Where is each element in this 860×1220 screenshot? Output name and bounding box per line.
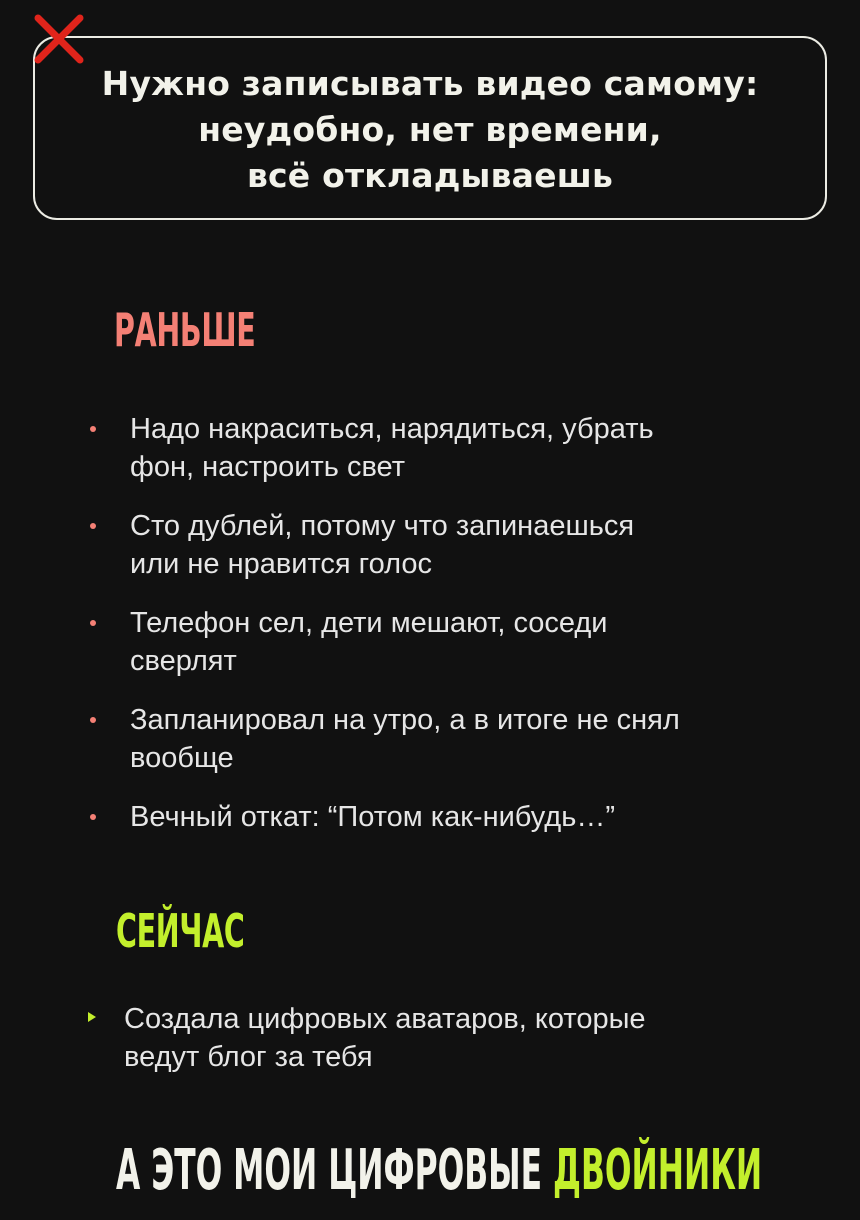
list-item xyxy=(88,604,788,680)
dot-bullet-icon xyxy=(90,717,96,723)
footer-title-accent: ДВОЙНИКИ xyxy=(553,1138,763,1203)
list-item-text: Создала цифровых аватаров, которые ведут блог за тебя xyxy=(124,1003,646,1073)
list-item xyxy=(88,701,788,777)
dot-bullet-icon xyxy=(90,814,96,820)
before-heading: РАНЬШЕ xyxy=(114,303,256,357)
dot-bullet-icon xyxy=(90,426,96,432)
dot-bullet-icon xyxy=(90,620,96,626)
list-item xyxy=(88,798,788,836)
now-heading: СЕЙЧАС xyxy=(116,904,245,958)
triangle-bullet-icon xyxy=(88,1012,96,1022)
list-item xyxy=(88,410,788,486)
problem-text: Нужно записывать видео самому: неудобно, нет времени, всё откладываешь xyxy=(101,64,759,195)
list-item-text: Надо накраситься, нарядиться, убрать фон, настроить свет xyxy=(130,413,654,483)
list-item xyxy=(86,1000,786,1076)
problem-callout xyxy=(33,36,827,220)
list-item-text: Вечный откат: “Потом как-нибудь…” xyxy=(130,801,615,833)
now-list xyxy=(86,1000,786,1076)
list-item xyxy=(88,507,788,583)
list-item-text: Телефон сел, дети мешают, соседи сверлят xyxy=(130,607,608,677)
red-cross-icon xyxy=(32,12,86,66)
before-list xyxy=(88,410,788,857)
footer-title-main: А ЭТО МОИ ЦИФРОВЫЕ xyxy=(116,1138,554,1203)
dot-bullet-icon xyxy=(90,523,96,529)
list-item-text: Сто дублей, потому что запинаешься или не нравится голос xyxy=(130,510,635,580)
list-item-text: Запланировал на утро, а в итоге не снял вообще xyxy=(130,704,680,774)
footer-title xyxy=(116,1140,762,1202)
